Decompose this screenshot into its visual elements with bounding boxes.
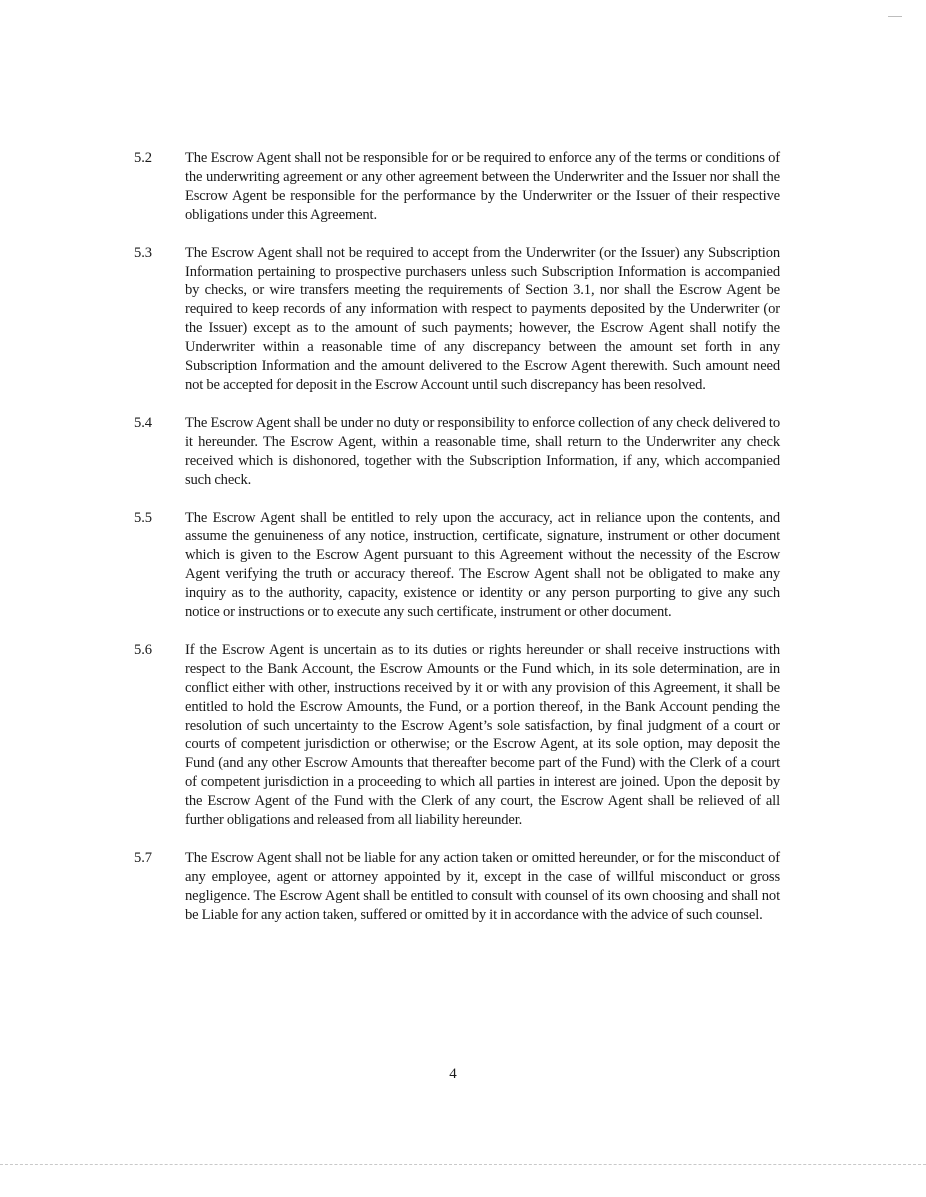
section-body: The Escrow Agent shall not be required to accept from the Underwriter (or the Issuer) any Subscription Information pertaining to prospective purchasers unless such Subscription Information is accompanied by checks, or wire transfers meeting the requirements of Section 3.1, nor shall the Escrow Agent be required to keep records of any information with respect to payments deposited by the Underwriter (or the Issuer) except as to the amount of such payments; however, the Escrow Agent shall notify the Underwriter within a reasonable time of any discrepancy between the amount set forth in any Subscription Information and the amount delivered to the Escrow Agent therewith. Such amount need not be accepted for deposit in the Escrow Account until such discrepancy has been resolved.: [185, 244, 780, 393]
section-5-7: [134, 849, 780, 925]
section-5-2: [134, 149, 780, 225]
section-number: 5.7: [134, 850, 152, 866]
footer-rule: [0, 1164, 926, 1165]
section-body: If the Escrow Agent is uncertain as to its duties or rights hereunder or shall receive instructions with respect to the Bank Account, the Escrow Amounts or the Fund which, in its sole determination, are in conflict either with other, instructions received by it or with any provision of this Agreement, it shall be entitled to hold the Escrow Amounts, the Fund, or a portion thereof, in the Bank Account pending the resolution of such uncertainty to the Escrow Agent’s sole satisfaction, by final judgment of a court or courts of competent jurisdiction or otherwise; or the Escrow Agent, at its sole option, may deposit the Fund (and any other Escrow Amounts that thereafter become part of the Fund) with the Clerk of a court of competent jurisdiction in a proceeding to which all parties in interest are joined. Upon the deposit by the Escrow Agent of the Fund with the Clerk of any court, the Escrow Agent shall be relieved of all further obligations and released from all liability hereunder.: [185, 641, 780, 829]
section-5-4: [134, 414, 780, 490]
section-5-6: [134, 641, 780, 830]
section-body: The Escrow Agent shall not be liable for any action taken or omitted hereunder, or for the misconduct of any employee, agent or attorney appointed by it, except in the case of willful misconduct or gross negligence. The Escrow Agent shall be entitled to consult with counsel of its own choosing and shall not be Liable for any action taken, suffered or omitted by it in accordance with the advice of such counsel.: [185, 850, 780, 923]
scan-mark: [888, 16, 902, 17]
section-number: 5.2: [134, 150, 152, 166]
section-number: 5.6: [134, 641, 152, 658]
section-body: The Escrow Agent shall be under no duty or responsibility to enforce collection of any check delivered to it hereunder. The Escrow Agent, within a reasonable time, shall return to the Underwriter any check received which is dishonored, together with the Subscription Information, if any, which accompanied such check.: [185, 414, 780, 488]
page-number: 4: [449, 1066, 457, 1082]
section-5-3: [134, 244, 780, 395]
section-number: 5.4: [134, 414, 152, 431]
section-5-5: [134, 509, 780, 622]
section-list: [134, 149, 780, 944]
section-number: 5.5: [134, 509, 152, 526]
section-body: The Escrow Agent shall not be responsible for or be required to enforce any of the terms or conditions of the underwriting agreement or any other agreement between the Underwriter and the Issuer nor shall the Escrow Agent be responsible for the performance by the Underwriter or the Issuer of their respective obligations under this Agreement.: [185, 150, 780, 223]
section-body: The Escrow Agent shall be entitled to rely upon the accuracy, act in reliance upon the contents, and assume the genuineness of any notice, instruction, certificate, signature, instrument or other document which is given to the Escrow Agent pursuant to this Agreement without the necessity of the Escrow Agent verifying the truth or accuracy thereof. The Escrow Agent shall not be obligated to make any inquiry as to the authority, capacity, existence or identity or any person purporting to give any such notice or instructions or to execute any such certificate, instrument or other document.: [185, 509, 780, 621]
section-number: 5.3: [134, 244, 152, 261]
